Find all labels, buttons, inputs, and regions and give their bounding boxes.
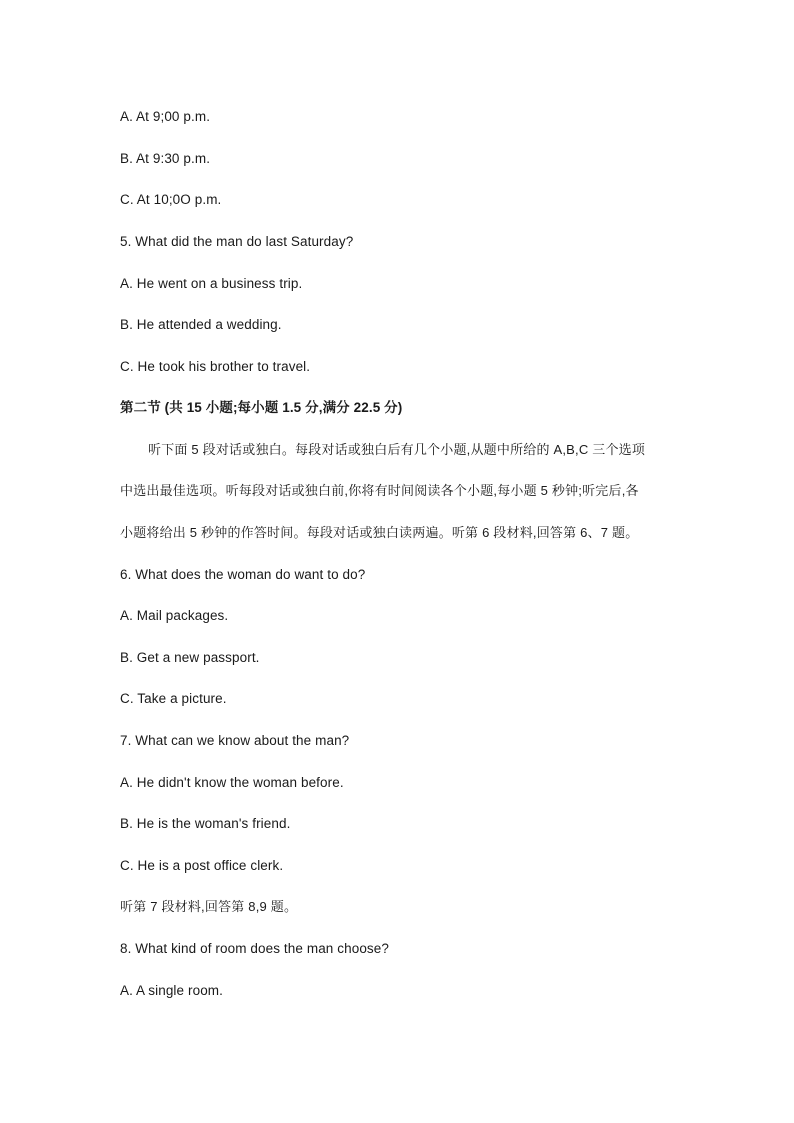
section-heading: 第二节 (共 15 小题;每小题 1.5 分,满分 22.5 分) bbox=[120, 400, 403, 415]
q4-option-c: C. At 10;0O p.m. bbox=[120, 192, 222, 207]
q6-option-c: C. Take a picture. bbox=[120, 691, 227, 706]
q6-option-a: A. Mail packages. bbox=[120, 608, 229, 623]
q5-option-b: B. He attended a wedding. bbox=[120, 317, 282, 332]
question-5: 5. What did the man do last Saturday? bbox=[120, 234, 354, 249]
question-7: 7. What can we know about the man? bbox=[120, 733, 350, 748]
q5-option-a: A. He went on a business trip. bbox=[120, 276, 303, 291]
instructions-line-3: 小题将给出 5 秒钟的作答时间。每段对话或独白读两遍。听第 6 段材料,回答第 6、7 题。 bbox=[120, 525, 639, 540]
q8-option-a: A. A single room. bbox=[120, 983, 224, 998]
q5-option-c: C. He took his brother to travel. bbox=[120, 359, 311, 374]
instructions-line-2: 中选出最佳选项。听每段对话或独白前,你将有时间阅读各个小题,每小题 5 秒钟;听完后,各 bbox=[120, 483, 639, 498]
instructions-line-1: 听下面 5 段对话或独白。每段对话或独白后有几个小题,从题中所给的 A,B,C 三个选项 bbox=[148, 442, 646, 457]
q7-option-c: C. He is a post office clerk. bbox=[120, 858, 284, 873]
passage-7-instruction: 听第 7 段材料,回答第 8,9 题。 bbox=[120, 899, 298, 914]
q7-option-a: A. He didn't know the woman before. bbox=[120, 775, 344, 790]
q4-option-a: A. At 9;00 p.m. bbox=[120, 109, 211, 124]
question-8: 8. What kind of room does the man choose? bbox=[120, 941, 389, 956]
q4-option-b: B. At 9:30 p.m. bbox=[120, 151, 211, 166]
q6-option-b: B. Get a new passport. bbox=[120, 650, 260, 665]
question-6: 6. What does the woman do want to do? bbox=[120, 567, 366, 582]
q7-option-b: B. He is the woman's friend. bbox=[120, 816, 291, 831]
